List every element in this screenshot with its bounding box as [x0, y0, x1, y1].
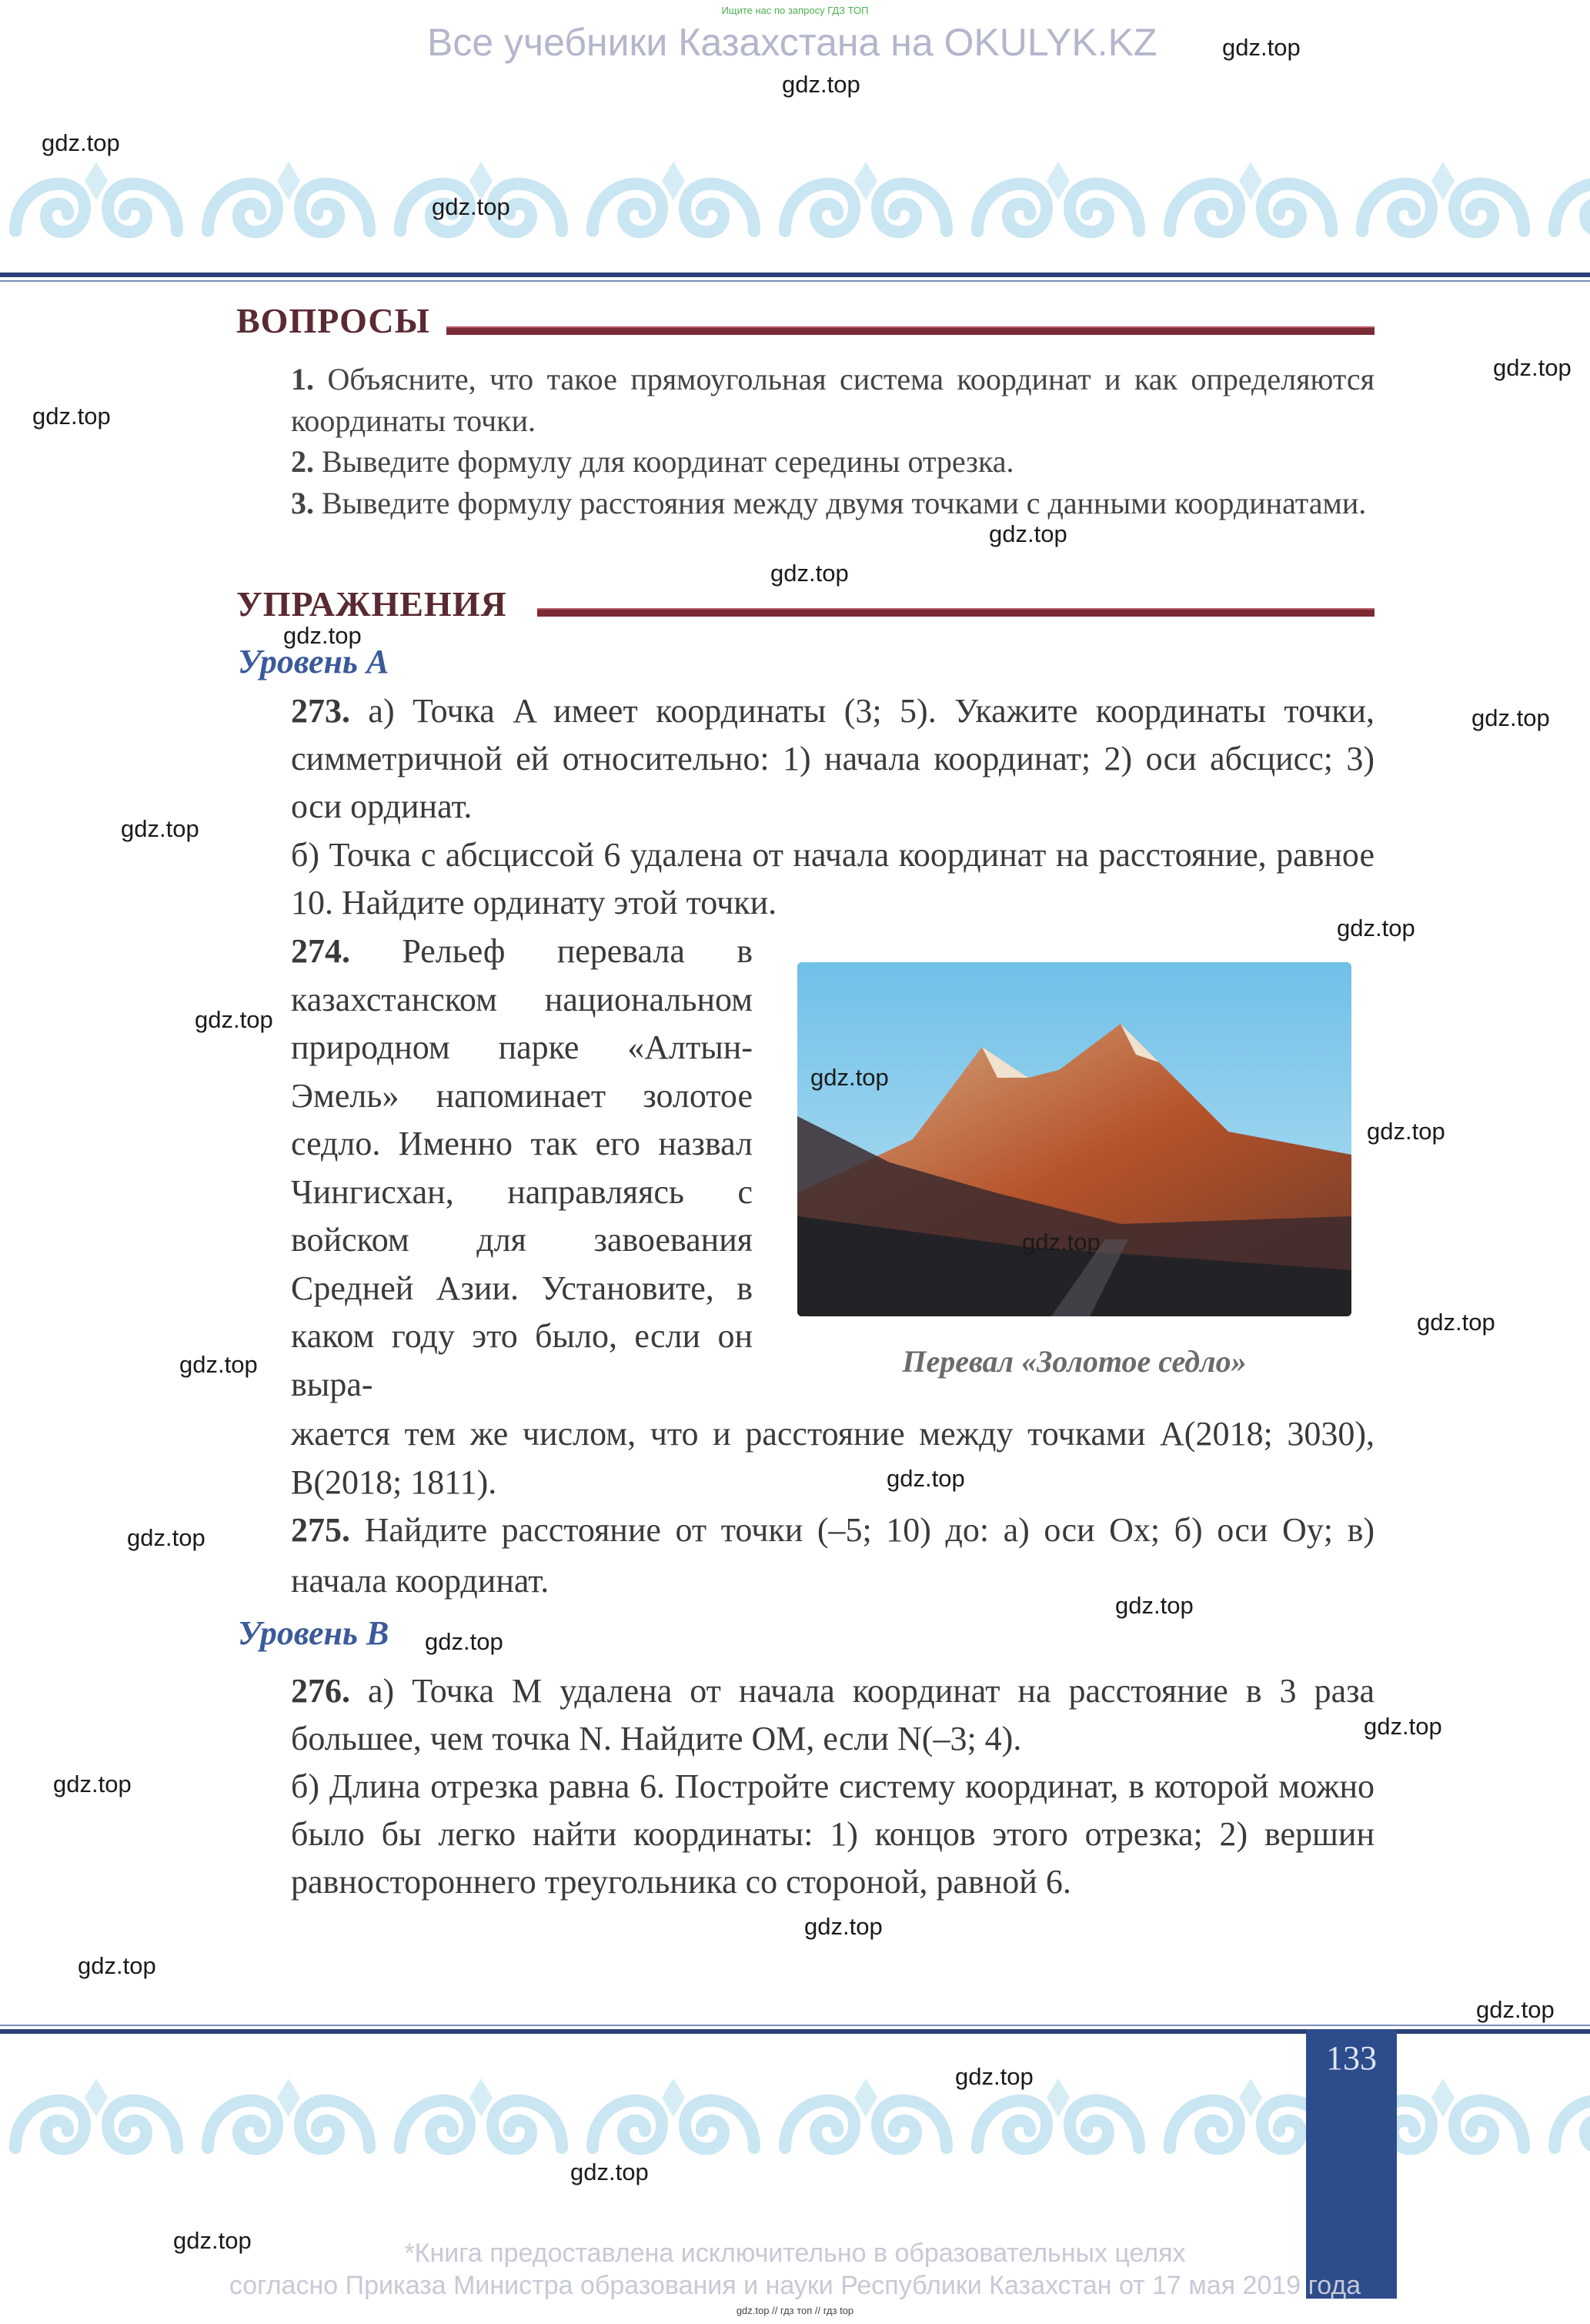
question-3 — [291, 483, 1375, 524]
watermark: gdz.top — [782, 71, 860, 98]
watermark: gdz.top — [1476, 1996, 1555, 2023]
watermark: gdz.top — [1471, 704, 1550, 731]
questions-heading: ВОПРОСЫ — [236, 301, 430, 340]
watermark: gdz.top — [42, 129, 120, 156]
watermark: gdz.top — [1493, 354, 1572, 381]
exercise-text: а) Точка A имеет координаты (3; 5). Укажите координаты точки, симметричной ей относительно: 1) начала координат; 2) оси абсцисс; 3) оси ординат. — [291, 692, 1375, 825]
site-title[interactable]: Все учебники Казахстана на OKULYK.KZ — [427, 21, 1157, 64]
exercise-273a — [291, 687, 1375, 831]
exercise-275 — [291, 1505, 1375, 1607]
watermark: gdz.top — [989, 520, 1067, 547]
footer-rule-thin — [0, 2025, 1590, 2026]
watermark: gdz.top — [804, 1913, 883, 1940]
exercise-number: 274. — [291, 932, 350, 970]
footer-line-1: *Книга предоставлена исключительно в образовательных целях — [404, 2239, 1186, 2268]
exercise-276b: б) Длина отрезка равна 6. Постройте систему координат, в которой можно было бы легко найти координаты: 1) концов этого отрезка; 2) вершин равностороннего треугольника со стороной, равной 6. — [291, 1767, 1375, 1901]
watermark: gdz.top — [173, 2227, 252, 2254]
watermark: gdz.top — [127, 1524, 205, 1551]
exercises-heading: УПРАЖНЕНИЯ — [236, 584, 507, 624]
exercise-text: Рельеф перевала в казахстанском национальном природном парке «Алтын-Эмель» напоминает золотое седло. Именно так его назвал Чингисхан, направляясь с войском для завоевания Средней Азии. Установите, в каком году это было, если он выра- — [291, 932, 753, 1403]
watermark: gdz.top — [1337, 915, 1415, 941]
exercise-number: 273. — [291, 692, 350, 730]
question-2 — [291, 441, 1375, 483]
page-number: 133 — [1326, 2039, 1377, 2077]
photo-caption: Перевал «Золотое седло» — [902, 1344, 1247, 1379]
questions-heading-rule — [446, 326, 1375, 335]
watermark: gdz.top — [1115, 1592, 1194, 1619]
question-1 — [291, 359, 1375, 442]
level-a-heading: Уровень А — [238, 643, 389, 680]
exercise-274-full: жается тем же числом, что и расстояние между точками A(2018; 3030), B(2018; 1811). — [291, 1415, 1375, 1501]
watermark: gdz.top — [121, 815, 199, 842]
watermark: gdz.top — [53, 1771, 132, 1797]
footer-tiny: gdz.top // гдз топ // гдз top — [736, 2305, 854, 2316]
mountain-photo — [797, 962, 1351, 1316]
watermark: gdz.top — [955, 2063, 1034, 2090]
watermark: gdz.top — [425, 1628, 503, 1655]
question-number: 2. — [291, 444, 314, 479]
watermark: gdz.top — [283, 622, 362, 649]
exercise-text: а) Точка M удалена от начала координат на расстояние в 3 раза большее, чем точка N. Найдите OM, если N(–3; 4). — [291, 1672, 1375, 1757]
watermark: gdz.top — [432, 193, 510, 220]
exercise-273b: б) Точка с абсциссой 6 удалена от начала координат на расстояние, равное 10. Найдите ординату этой точки. — [291, 836, 1375, 921]
watermark: gdz.top — [1367, 1118, 1445, 1145]
watermark: gdz.top — [1222, 34, 1301, 61]
exercise-number: 275. — [291, 1511, 350, 1549]
search-hint: Ищите нас по запросу ГДЗ ТОП — [721, 5, 869, 16]
watermark: gdz.top — [1364, 1713, 1442, 1740]
watermark: gdz.top — [179, 1351, 258, 1378]
header-rule-thin — [0, 280, 1590, 282]
watermark: gdz.top — [195, 1006, 273, 1033]
watermark: gdz.top — [810, 1064, 889, 1091]
watermark: gdz.top — [1417, 1309, 1495, 1336]
watermark: gdz.top — [78, 1952, 156, 1979]
question-text: Выведите формулу расстояния между двумя точками с данными координатами. — [322, 486, 1367, 520]
exercise-number: 276. — [291, 1672, 350, 1710]
question-number: 1. — [291, 362, 314, 396]
exercise-276a — [291, 1667, 1375, 1763]
watermark: gdz.top — [887, 1465, 965, 1492]
footer-line-2: согласно Приказа Министра образования и науки Республики Казахстан от 17 мая 2019 года — [229, 2271, 1361, 2300]
exercises-heading-rule — [537, 608, 1375, 617]
top-ornament — [0, 146, 1590, 262]
question-number: 3. — [291, 486, 314, 520]
watermark: gdz.top — [770, 560, 849, 587]
exercise-274-side — [291, 928, 753, 1409]
exercise-text: Найдите расстояние от точки (–5; 10) до: а) оси Ox; б) оси Oy; в) начала координат. — [291, 1511, 1375, 1600]
watermark: gdz.top — [570, 2158, 649, 2185]
level-b-heading: Уровень В — [238, 1614, 389, 1652]
header-rule — [0, 273, 1590, 277]
question-text: Объясните, что такое прямоугольная система координат и как определяются координаты точки. — [291, 362, 1375, 438]
watermark: gdz.top — [1022, 1229, 1101, 1256]
question-text: Выведите формулу для координат середины отрезка. — [322, 444, 1014, 479]
watermark: gdz.top — [32, 403, 111, 430]
